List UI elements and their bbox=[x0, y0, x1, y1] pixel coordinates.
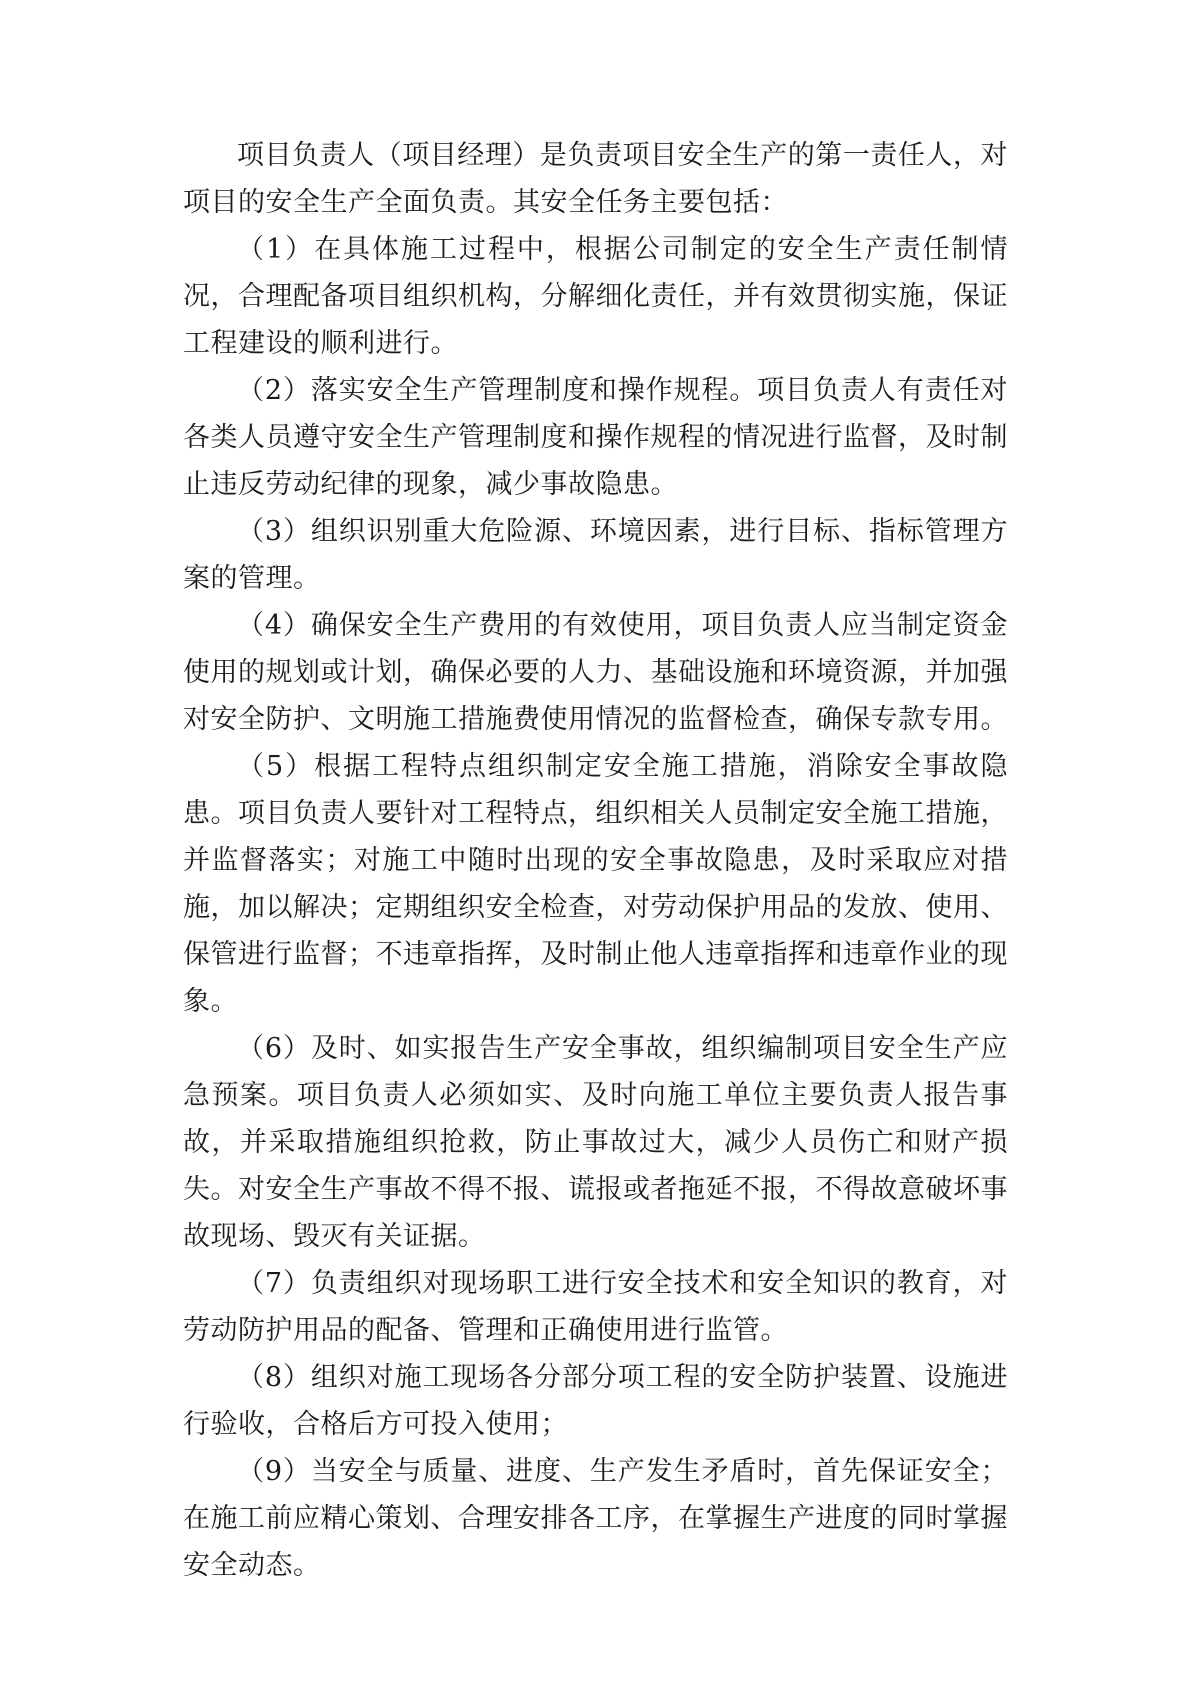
paragraph-item-3: （3）组织识别重大危险源、环境因素，进行目标、指标管理方案的管理。 bbox=[183, 516, 1008, 594]
document-body bbox=[183, 132, 1008, 1589]
paragraph-item-2: （2）落实安全生产管理制度和操作规程。项目负责人有责任对各类人员遵守安全生产管理制度和操作规程的情况进行监督，及时制止违反劳动纪律的现象，减少事故隐患。 bbox=[183, 375, 1008, 500]
paragraph-item-7: （7）负责组织对现场职工进行安全技术和安全知识的教育，对劳动防护用品的配备、管理和正确使用进行监管。 bbox=[183, 1268, 1008, 1346]
paragraph-item-8: （8）组织对施工现场各分部分项工程的安全防护装置、设施进行验收，合格后方可投入使用； bbox=[183, 1362, 1008, 1440]
paragraph-item-6: （6）及时、如实报告生产安全事故，组织编制项目安全生产应急预案。项目负责人必须如实、及时向施工单位主要负责人报告事故，并采取措施组织抢救，防止事故过大，减少人员伤亡和财产损失。对安全生产事故不得不报、谎报或者拖延不报，不得故意破坏事故现场、毁灭有关证据。 bbox=[183, 1033, 1008, 1252]
paragraph-item-9: （9）当安全与质量、进度、生产发生矛盾时，首先保证安全；在施工前应精心策划、合理安排各工序，在掌握生产进度的同时掌握安全动态。 bbox=[183, 1456, 1008, 1581]
paragraph-item-4: （4）确保安全生产费用的有效使用，项目负责人应当制定资金使用的规划或计划，确保必要的人力、基础设施和环境资源，并加强对安全防护、文明施工措施费使用情况的监督检查，确保专款专用。 bbox=[183, 610, 1008, 735]
paragraph-item-1: （1）在具体施工过程中，根据公司制定的安全生产责任制情况，合理配备项目组织机构，分解细化责任，并有效贯彻实施，保证工程建设的顺利进行。 bbox=[183, 234, 1008, 359]
paragraph-item-5: （5）根据工程特点组织制定安全施工措施，消除安全事故隐患。项目负责人要针对工程特点，组织相关人员制定安全施工措施，并监督落实；对施工中随时出现的安全事故隐患，及时采取应对措施，加以解决；定期组织安全检查，对劳动保护用品的发放、使用、保管进行监督；不违章指挥，及时制止他人违章指挥和违章作业的现象。 bbox=[183, 751, 1008, 1017]
paragraph-intro: 项目负责人（项目经理）是负责项目安全生产的第一责任人，对项目的安全生产全面负责。其安全任务主要包括： bbox=[183, 140, 1008, 218]
